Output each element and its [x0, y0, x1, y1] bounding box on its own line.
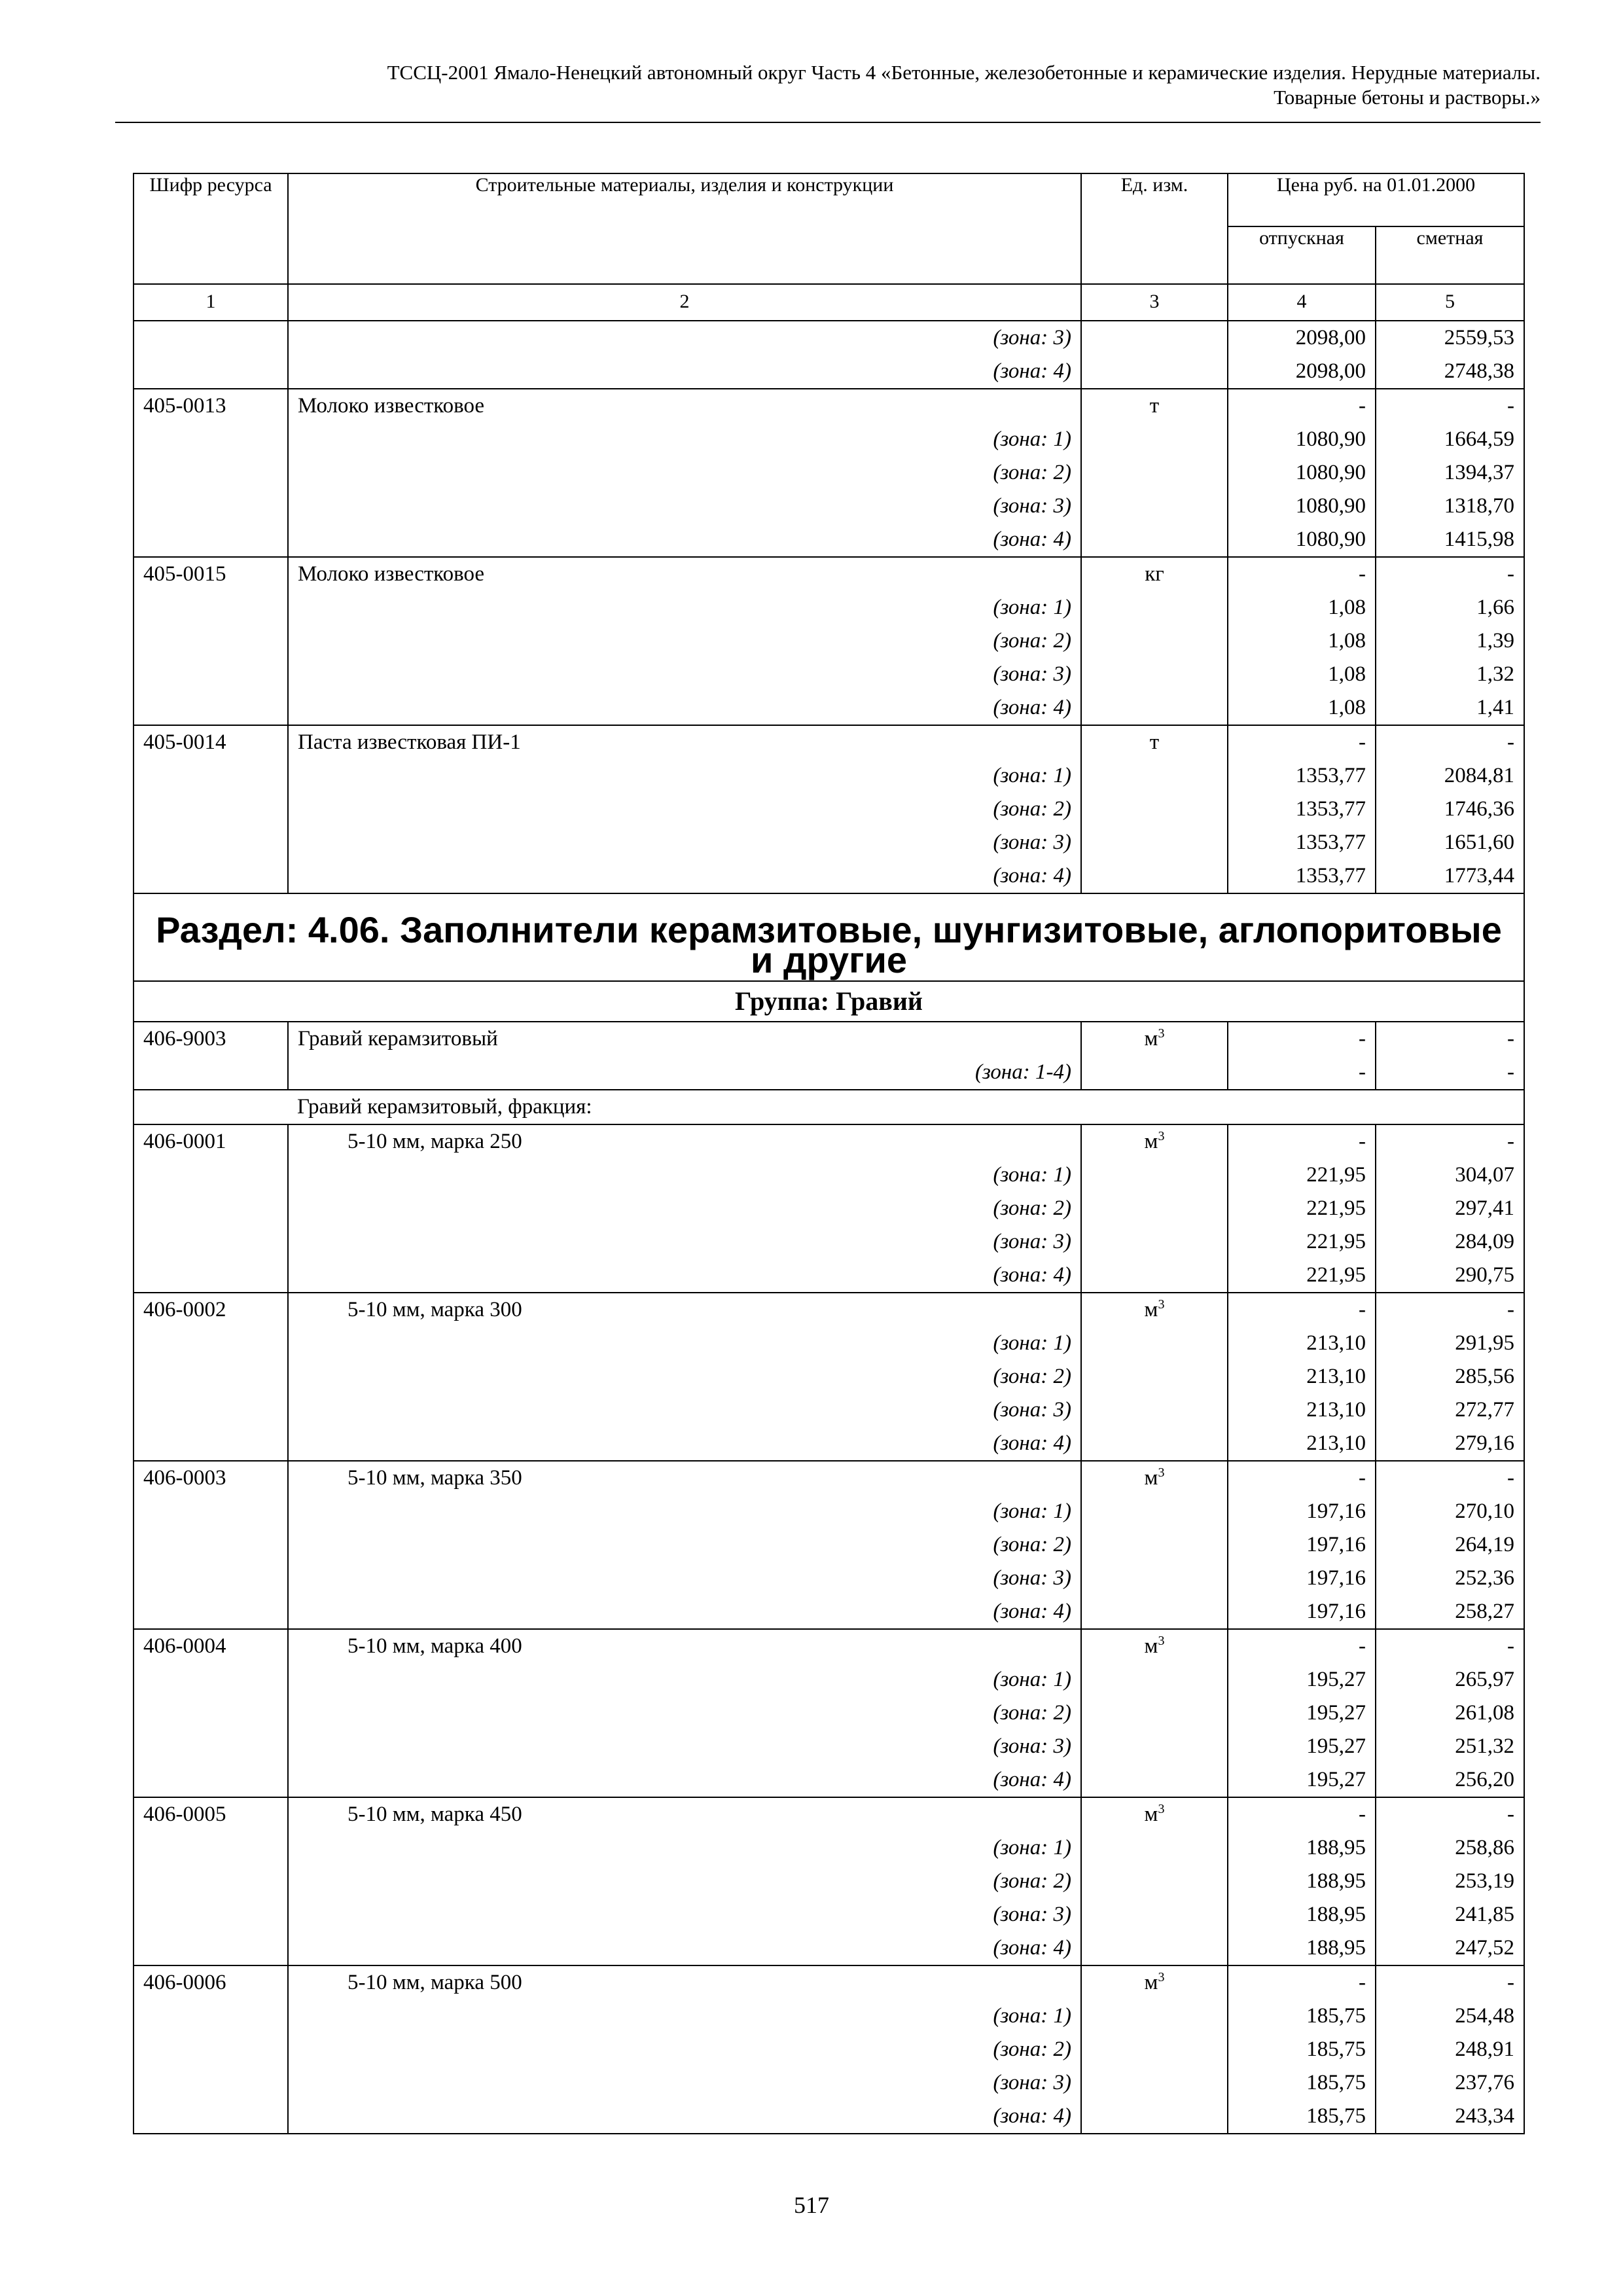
table-row [134, 1528, 1524, 1562]
release-price: - [1228, 1056, 1376, 1090]
release-price: 197,16 [1228, 1595, 1376, 1629]
table-row [134, 1931, 1524, 1965]
resource-code: 405-0013 [134, 389, 288, 423]
header-line-1: ТССЦ-2001 Ямало-Ненецкий автономный округ Часть 4 «Бетонные, железобетонные и керамические изделия. Нерудные материалы. [387, 61, 1541, 84]
release-price: 1353,77 [1228, 759, 1376, 793]
section-block [134, 893, 1524, 1124]
zone-label: (зона: 3) [288, 490, 1081, 523]
zone-label: (зона: 1) [288, 1327, 1081, 1360]
release-price: 185,75 [1228, 2066, 1376, 2100]
table-row [134, 456, 1524, 490]
release-price: 1080,90 [1228, 490, 1376, 523]
estimate-price: 290,75 [1376, 1259, 1524, 1293]
estimate-price: 265,97 [1376, 1663, 1524, 1696]
release-price: 1353,77 [1228, 793, 1376, 826]
zone-label: (зона: 3) [288, 1898, 1081, 1931]
header-line-2: Товарные бетоны и растворы.» [1274, 86, 1541, 109]
unit-cell: кг [1081, 557, 1228, 591]
estimate-price: 1773,44 [1376, 859, 1524, 893]
table-row [134, 523, 1524, 557]
col-header-name: Строительные материалы, изделия и конструкции [288, 173, 1081, 284]
resource-code: 406-0003 [134, 1461, 288, 1495]
zone-label: (зона: 3) [288, 321, 1081, 355]
table-row [134, 1965, 1524, 2000]
section-title: Раздел: 4.06. Заполнители керамзитовые, шунгизитовые, аглопоритовые и другие [134, 893, 1524, 981]
unit-cell: $м^3$ [1081, 1965, 1228, 2000]
unit-cell: $м^3$ [1081, 1797, 1228, 1831]
table-row [134, 725, 1524, 759]
estimate-price: 1746,36 [1376, 793, 1524, 826]
zone-label: (зона: 3) [288, 658, 1081, 691]
zone-label: (зона: 2) [288, 624, 1081, 658]
zone-label: (зона: 4) [288, 1931, 1081, 1965]
release-price: 185,75 [1228, 2033, 1376, 2066]
table-row [134, 1595, 1524, 1629]
table-row [134, 1495, 1524, 1528]
table-row [134, 1797, 1524, 1831]
estimate-price: 248,91 [1376, 2033, 1524, 2066]
resource-code: 406-0006 [134, 1965, 288, 2000]
table-row [134, 1865, 1524, 1898]
release-price: 1080,90 [1228, 456, 1376, 490]
estimate-price: 270,10 [1376, 1495, 1524, 1528]
release-price: 195,27 [1228, 1730, 1376, 1763]
release-price: - [1228, 1965, 1376, 2000]
estimate-price: - [1376, 389, 1524, 423]
table-row [134, 826, 1524, 859]
fraction-label: Гравий керамзитовый, фракция: [288, 1090, 1524, 1124]
zone-label: (зона: 1) [288, 1495, 1081, 1528]
estimate-price: 1,39 [1376, 624, 1524, 658]
table-row [134, 1461, 1524, 1495]
col-header-code: Шифр ресурса [134, 173, 288, 284]
group-title: Группа: Гравий [134, 981, 1524, 1022]
release-price: 1080,90 [1228, 523, 1376, 557]
release-price: - [1228, 389, 1376, 423]
unit-cell: т [1081, 389, 1228, 423]
zone-label: (зона: 4) [288, 691, 1081, 725]
release-price: 195,27 [1228, 1663, 1376, 1696]
table-row [134, 1696, 1524, 1730]
resource-name: 5-10 мм, марка 400 [288, 1629, 1081, 1663]
zone-label: (зона: 2) [288, 1528, 1081, 1562]
resource-name: Молоко известковое [288, 557, 1081, 591]
col-number: 4 [1228, 284, 1376, 321]
estimate-price: 297,41 [1376, 1192, 1524, 1225]
estimate-price: 1394,37 [1376, 456, 1524, 490]
zone-label: (зона: 3) [288, 1730, 1081, 1763]
table-row [134, 859, 1524, 893]
estimate-price: 247,52 [1376, 1931, 1524, 1965]
resource-name: 5-10 мм, марка 500 [288, 1965, 1081, 2000]
unit-cell: $м^3$ [1081, 1022, 1228, 1056]
group-heading-row [134, 981, 1524, 1022]
table-row [134, 1056, 1524, 1090]
zone-label: (зона: 2) [288, 2033, 1081, 2066]
col-header-release: отпускная [1228, 226, 1376, 284]
release-price: 221,95 [1228, 1259, 1376, 1293]
release-price: - [1228, 1293, 1376, 1327]
release-price: - [1228, 725, 1376, 759]
estimate-price: 1318,70 [1376, 490, 1524, 523]
release-price: 2098,00 [1228, 321, 1376, 355]
estimate-price: 241,85 [1376, 1898, 1524, 1931]
zone-label: (зона: 2) [288, 456, 1081, 490]
unit-cell: $м^3$ [1081, 1293, 1228, 1327]
table-row [134, 1898, 1524, 1931]
zone-label: (зона: 2) [288, 1696, 1081, 1730]
table-row [134, 1763, 1524, 1797]
table-row [134, 1293, 1524, 1327]
release-price: 197,16 [1228, 1528, 1376, 1562]
zone-label: (зона: 2) [288, 1360, 1081, 1393]
release-price: 197,16 [1228, 1495, 1376, 1528]
release-price: 213,10 [1228, 1327, 1376, 1360]
table-row [134, 691, 1524, 725]
release-price: 1,08 [1228, 658, 1376, 691]
table-row [134, 389, 1524, 423]
estimate-price: 1664,59 [1376, 423, 1524, 456]
table-row [134, 624, 1524, 658]
resource-name: 5-10 мм, марка 450 [288, 1797, 1081, 1831]
estimate-price: - [1376, 1022, 1524, 1056]
release-price: 188,95 [1228, 1865, 1376, 1898]
zone-label: (зона: 1) [288, 759, 1081, 793]
estimate-price: 258,27 [1376, 1595, 1524, 1629]
release-price: 1,08 [1228, 591, 1376, 624]
table-row [134, 1022, 1524, 1056]
unit-cell: $м^3$ [1081, 1629, 1228, 1663]
col-header-estimate: сметная [1376, 226, 1524, 284]
estimate-price: - [1376, 557, 1524, 591]
release-price: 213,10 [1228, 1427, 1376, 1461]
estimate-price: 279,16 [1376, 1427, 1524, 1461]
release-price: 2098,00 [1228, 355, 1376, 389]
table-row [134, 1192, 1524, 1225]
estimate-price: 272,77 [1376, 1393, 1524, 1427]
release-price: 213,10 [1228, 1360, 1376, 1393]
release-price: - [1228, 557, 1376, 591]
table-body-upper [134, 321, 1524, 893]
zone-label: (зона: 1-4) [288, 1056, 1081, 1090]
table-row [134, 1562, 1524, 1595]
zone-label: (зона: 4) [288, 1763, 1081, 1797]
table-row [134, 557, 1524, 591]
resource-code: 405-0015 [134, 557, 288, 591]
zone-label: (зона: 1) [288, 1158, 1081, 1192]
release-price: - [1228, 1461, 1376, 1495]
unit-cell: $м^3$ [1081, 1124, 1228, 1158]
zone-label: (зона: 4) [288, 523, 1081, 557]
resource-name: Гравий керамзитовый [288, 1022, 1081, 1056]
estimate-price: - [1376, 1461, 1524, 1495]
release-price: 213,10 [1228, 1393, 1376, 1427]
release-price: - [1228, 1629, 1376, 1663]
release-price: - [1228, 1797, 1376, 1831]
release-price: 1353,77 [1228, 859, 1376, 893]
zone-label: (зона: 4) [288, 1427, 1081, 1461]
zone-label: (зона: 4) [288, 2100, 1081, 2134]
estimate-price: - [1376, 1056, 1524, 1090]
release-price: 195,27 [1228, 1696, 1376, 1730]
table-row [134, 423, 1524, 456]
release-price: 1,08 [1228, 624, 1376, 658]
zone-label: (зона: 1) [288, 591, 1081, 624]
zone-label: (зона: 2) [288, 1865, 1081, 1898]
table-row [134, 2100, 1524, 2134]
table-row [134, 490, 1524, 523]
estimate-price: 1,41 [1376, 691, 1524, 725]
table-row [134, 1259, 1524, 1293]
zone-label: (зона: 2) [288, 1192, 1081, 1225]
resource-code: 406-9003 [134, 1022, 288, 1056]
estimate-price: 256,20 [1376, 1763, 1524, 1797]
zone-label: (зона: 4) [288, 1595, 1081, 1629]
estimate-price: 1,66 [1376, 591, 1524, 624]
release-price: 221,95 [1228, 1225, 1376, 1259]
zone-label: (зона: 4) [288, 1259, 1081, 1293]
col-number: 3 [1081, 284, 1228, 321]
release-price: 185,75 [1228, 2100, 1376, 2134]
col-header-price: Цена руб. на 01.01.2000 [1228, 173, 1524, 226]
release-price: 197,16 [1228, 1562, 1376, 1595]
estimate-price: 251,32 [1376, 1730, 1524, 1763]
zone-label: (зона: 1) [288, 1663, 1081, 1696]
resource-name: 5-10 мм, марка 250 [288, 1124, 1081, 1158]
zone-label: (зона: 4) [288, 355, 1081, 389]
fraction-row [134, 1090, 1524, 1124]
estimate-price: - [1376, 1124, 1524, 1158]
header-rule [115, 122, 1541, 123]
unit-cell: $м^3$ [1081, 1461, 1228, 1495]
release-price: 195,27 [1228, 1763, 1376, 1797]
estimate-price: 252,36 [1376, 1562, 1524, 1595]
resource-name: Молоко известковое [288, 389, 1081, 423]
estimate-price: 261,08 [1376, 1696, 1524, 1730]
release-price: 1080,90 [1228, 423, 1376, 456]
release-price: 1353,77 [1228, 826, 1376, 859]
zone-label: (зона: 1) [288, 423, 1081, 456]
table-row [134, 1663, 1524, 1696]
estimate-price: 291,95 [1376, 1327, 1524, 1360]
table-row [134, 1360, 1524, 1393]
col-header-unit: Ед. изм. [1081, 173, 1228, 284]
zone-label: (зона: 2) [288, 793, 1081, 826]
table-row [134, 2066, 1524, 2100]
resource-name: Паста известковая ПИ-1 [288, 725, 1081, 759]
table-row [134, 2033, 1524, 2066]
resource-code: 406-0005 [134, 1797, 288, 1831]
estimate-price: 253,19 [1376, 1865, 1524, 1898]
zone-label: (зона: 3) [288, 1225, 1081, 1259]
estimate-price: 258,86 [1376, 1831, 1524, 1865]
estimate-price: 284,09 [1376, 1225, 1524, 1259]
release-price: 1,08 [1228, 691, 1376, 725]
estimate-price: 1651,60 [1376, 826, 1524, 859]
table-row [134, 1393, 1524, 1427]
resource-code: 405-0014 [134, 725, 288, 759]
table-body-lower [134, 1124, 1524, 2134]
zone-label: (зона: 3) [288, 826, 1081, 859]
estimate-price: 285,56 [1376, 1360, 1524, 1393]
table-row [134, 1327, 1524, 1360]
estimate-price: 304,07 [1376, 1158, 1524, 1192]
estimate-price: 237,76 [1376, 2066, 1524, 2100]
estimate-price: 254,48 [1376, 2000, 1524, 2033]
estimate-price: - [1376, 1965, 1524, 2000]
table-row [134, 355, 1524, 389]
zone-label: (зона: 3) [288, 1562, 1081, 1595]
estimate-price: - [1376, 1293, 1524, 1327]
estimate-price: 2084,81 [1376, 759, 1524, 793]
estimate-price: 2748,38 [1376, 355, 1524, 389]
zone-label: (зона: 1) [288, 1831, 1081, 1865]
unit-cell: т [1081, 725, 1228, 759]
estimate-price: - [1376, 725, 1524, 759]
table-row [134, 591, 1524, 624]
table-row [134, 793, 1524, 826]
section-heading-row [134, 893, 1524, 981]
estimate-price: 264,19 [1376, 1528, 1524, 1562]
release-price: 188,95 [1228, 1898, 1376, 1931]
resource-code: 406-0002 [134, 1293, 288, 1327]
estimate-price: - [1376, 1629, 1524, 1663]
price-table [133, 173, 1525, 2134]
col-number: 2 [288, 284, 1081, 321]
zone-label: (зона: 3) [288, 1393, 1081, 1427]
estimate-price: 243,34 [1376, 2100, 1524, 2134]
table-row [134, 1831, 1524, 1865]
table-row [134, 1629, 1524, 1663]
release-price: 188,95 [1228, 1831, 1376, 1865]
running-header [115, 60, 1541, 110]
estimate-price: - [1376, 1797, 1524, 1831]
page-number: 517 [794, 2192, 829, 2218]
zone-label: (зона: 3) [288, 2066, 1081, 2100]
table-row [134, 2000, 1524, 2033]
estimate-price: 1,32 [1376, 658, 1524, 691]
zone-label: (зона: 1) [288, 2000, 1081, 2033]
table-row [134, 1124, 1524, 1158]
release-price: 221,95 [1228, 1158, 1376, 1192]
release-price: 188,95 [1228, 1931, 1376, 1965]
release-price: 221,95 [1228, 1192, 1376, 1225]
release-price: 185,75 [1228, 2000, 1376, 2033]
estimate-price: 2559,53 [1376, 321, 1524, 355]
table-row [134, 1225, 1524, 1259]
estimate-price: 1415,98 [1376, 523, 1524, 557]
table-row [134, 759, 1524, 793]
resource-name: 5-10 мм, марка 300 [288, 1293, 1081, 1327]
column-number-row [134, 284, 1524, 321]
table-row [134, 1427, 1524, 1461]
resource-code: 406-0004 [134, 1629, 288, 1663]
zone-label: (зона: 4) [288, 859, 1081, 893]
release-price: - [1228, 1124, 1376, 1158]
col-number: 5 [1376, 284, 1524, 321]
col-number: 1 [134, 284, 288, 321]
resource-code: 406-0001 [134, 1124, 288, 1158]
table-row [134, 658, 1524, 691]
table-row [134, 1730, 1524, 1763]
table-header-row [134, 173, 1524, 226]
table-row [134, 321, 1524, 355]
table-row [134, 1158, 1524, 1192]
resource-name: 5-10 мм, марка 350 [288, 1461, 1081, 1495]
release-price: - [1228, 1022, 1376, 1056]
